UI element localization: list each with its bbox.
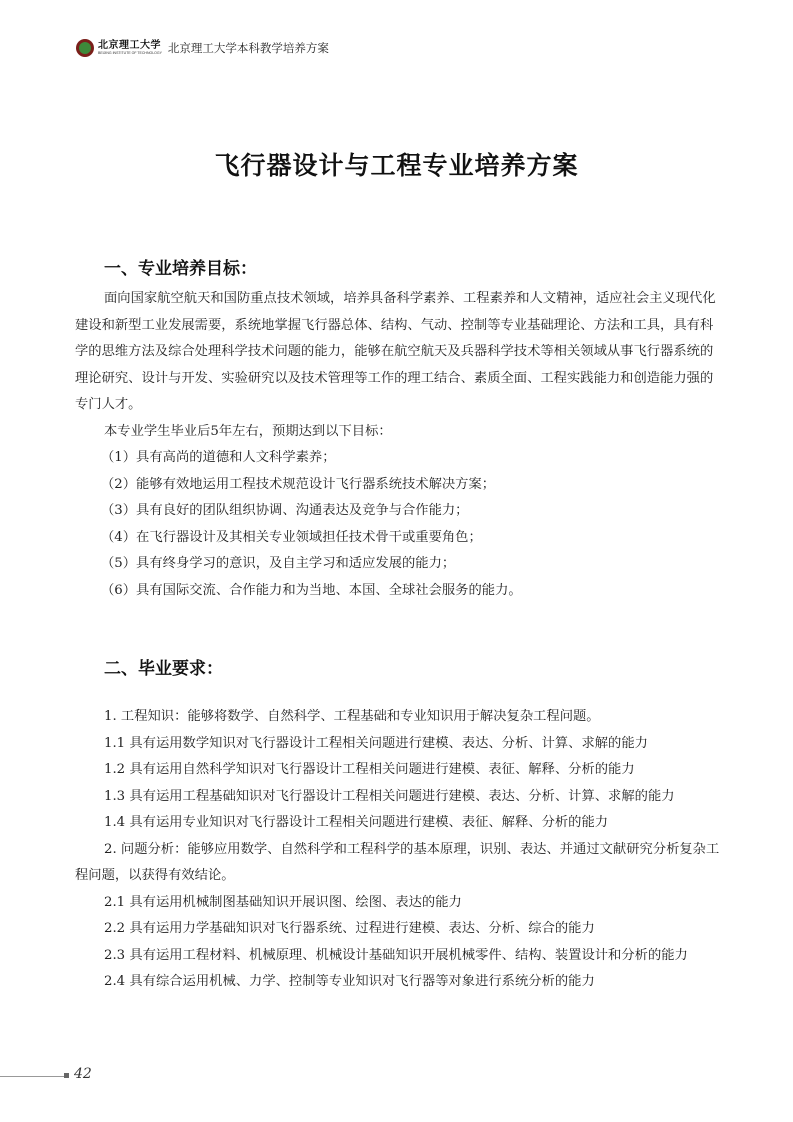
section-goals-body: [75, 286, 721, 604]
footer-square-marker-icon: [64, 1073, 69, 1078]
goal-item: （6）具有国际交流、合作能力和为当地、本国、全球社会服务的能力。: [101, 582, 522, 598]
goal-item: （1）具有高尚的道德和人文科学素养；: [101, 450, 336, 465]
header-title: 北京理工大学本科教学培养方案: [167, 43, 329, 55]
goals-intro-paragraph: 面向国家航空航天和国防重点技术领域，培养具备科学素养、工程素养和人文精神，适应社会主义现代化建设和新型工业发展需要，系统地掌握飞行器总体、结构、气动、控制等专业基础理论、方法和工具，具有科学的思维方法及综合处理科学技术问题的能力，能够在航空航天及兵器科学技术等相关领域从事飞行器系统的理论研究、设计与开发、实验研究以及技术管理等工作的理工结合、素质全面、工程实践能力和创造能力强的专门人才。: [75, 291, 716, 412]
requirement-item: 2.1 具有运用机械制图基础知识开展识图、绘图、表达的能力: [104, 894, 462, 910]
logo-english-name: BEIJING INSTITUTE OF TECHNOLOGY: [98, 50, 162, 55]
logo-chinese-name: 北京理工大学: [98, 39, 161, 51]
goal-item: （5）具有终身学习的意识，及自主学习和适应发展的能力；: [101, 556, 456, 571]
requirement-item: 2.3 具有运用工程材料、机械原理、机械设计基础知识开展机械零件、结构、装置设计和分析的能力: [104, 947, 688, 963]
requirement-item: 1.3 具有运用工程基础知识对飞行器设计工程相关问题进行建模、表达、分析、计算、求解的能力: [104, 788, 675, 804]
section-heading-requirements: 二、毕业要求：: [104, 659, 223, 679]
goal-item: （4）在飞行器设计及其相关专业领域担任技术骨干或重要角色；: [101, 529, 482, 545]
requirement-item: 2.2 具有运用力学基础知识对飞行器系统、过程进行建模、表达、分析、综合的能力: [104, 921, 595, 936]
requirement-item: 1. 工程知识：能够将数学、自然科学、工程基础和专业知识用于解决复杂工程问题。: [104, 709, 600, 724]
requirement-item: 1.1 具有运用数学知识对飞行器设计工程相关问题进行建模、表达、分析、计算、求解的能力: [104, 735, 648, 751]
requirement-item: 2. 问题分析：能够应用数学、自然科学和工程科学的基本原理，识别、表达、并通过文献研究分析复杂工程问题，以获得有效结论。: [75, 841, 720, 883]
requirement-item: 1.2 具有运用自然科学知识对飞行器设计工程相关问题进行建模、表征、解释、分析的能力: [104, 762, 635, 777]
requirement-item: 1.4 具有运用专业知识对飞行器设计工程相关问题进行建模、表征、解释、分析的能力: [104, 815, 609, 830]
section-heading-goals: 一、专业培养目标：: [104, 259, 257, 279]
document-title: 飞行器设计与工程专业培养方案: [214, 151, 579, 180]
page-number: 42: [74, 1066, 92, 1082]
university-seal-icon: [76, 39, 94, 57]
goal-item: （2）能够有效地运用工程技术规范设计飞行器系统技术解决方案；: [101, 476, 496, 492]
footer-rule: [0, 1076, 64, 1077]
page-header: [76, 38, 329, 58]
university-logo: [98, 41, 162, 56]
requirement-item: 2.4 具有综合运用机械、力学、控制等专业知识对飞行器等对象进行系统分析的能力: [104, 974, 595, 989]
goal-item: （3）具有良好的团队组织协调、沟通表达及竞争与合作能力；: [101, 503, 469, 518]
section-requirements-body: [75, 704, 721, 996]
goals-lead: 本专业学生毕业后5年左右，预期达到以下目标：: [104, 423, 392, 439]
